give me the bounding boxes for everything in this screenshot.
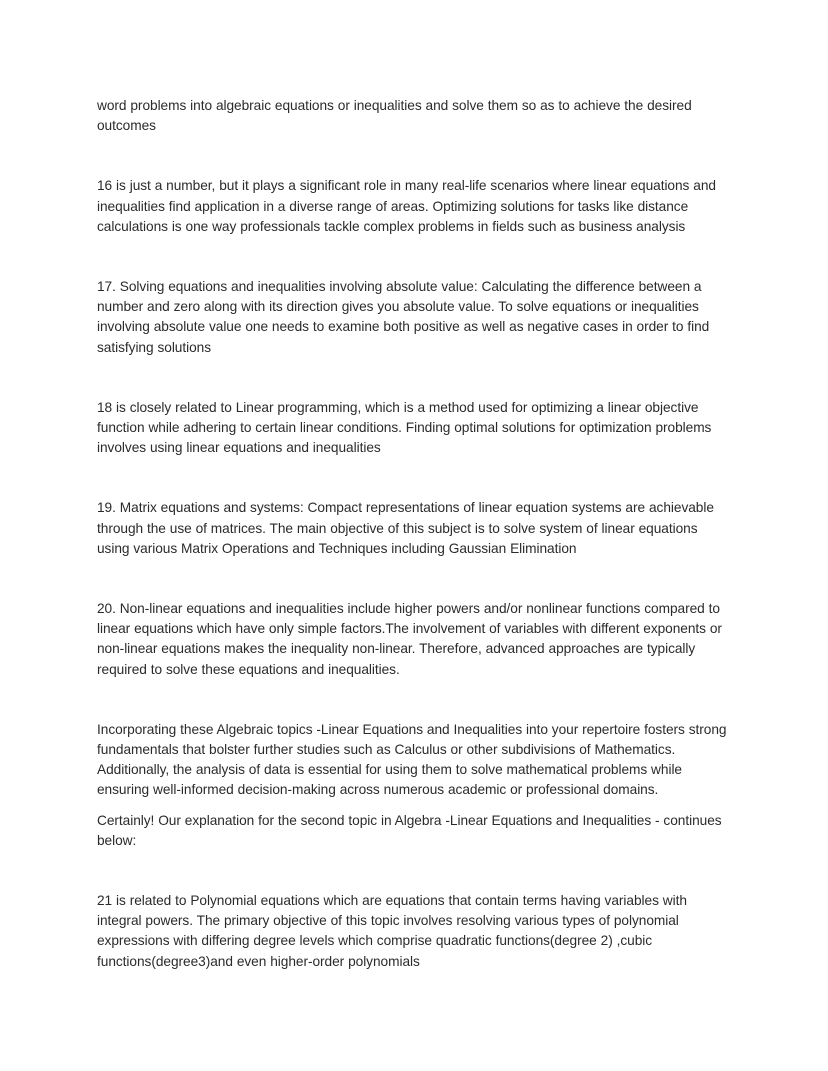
paragraph-item-16: 16 is just a number, but it plays a significant role in many real-life scenarios where linear equations and inequalities find application in a diverse range of areas. Optimizing solutions for tasks like distance calculations is one way professionals tackle complex problems in fields such as business analysis <box>97 178 720 234</box>
paragraph-item-21: 21 is related to Polynomial equations which are equations that contain terms having variables with integral powers. The primary objective of this topic involves resolving various types of polynomial expressions with differing degree levels which comprise quadratic functions(degree 2) ,cubic functions(degree3)and even higher-order polynomials <box>97 893 691 969</box>
paragraph-item-17: 17. Solving equations and inequalities involving absolute value: Calculating the difference between a number and zero along with its direction gives you absolute value. To solve equations or inequalities involving absolute value one needs to examine both positive as well as negative cases in order to find satisfying solutions <box>97 279 714 355</box>
paragraph-item-20: 20. Non-linear equations and inequalities include higher powers and/or nonlinear functions compared to linear equations which have only simple factors.The involvement of variables with different exponents or non-linear equations makes the inequality non-linear. Therefore, advanced approaches are typically required to solve these equations and inequalities. <box>97 601 726 677</box>
paragraph-item-18: 18 is closely related to Linear programming, which is a method used for optimizing a linear objective function while adhering to certain linear conditions. Finding optimal solutions for optimization problems involves using linear equations and inequalities <box>97 399 716 456</box>
document-body <box>97 96 733 972</box>
paragraph-continuation-outcomes: word problems into algebraic equations or inequalities and solve them so as to achieve the desired outcomes <box>97 98 696 134</box>
paragraph-item-19: 19. Matrix equations and systems: Compact representations of linear equation systems are achievable through the use of matrices. The main objective of this subject is to solve system of linear equations using various Matrix Operations and Techniques including Gaussian Elimination <box>97 500 718 556</box>
paragraph-summary-incorporating: Incorporating these Algebraic topics -Linear Equations and Inequalities into your repertoire fosters strong fundamentals that bolster further studies such as Calculus or other subdivisions of Mathematics. Additionally, the analysis of data is essential for using them to solve mathematical problems while ensuring well-informed decision-making across numerous academic or professional domains. <box>97 721 731 798</box>
paragraph-transition-certainly: Certainly! Our explanation for the second topic in Algebra -Linear Equations and Inequalities - continues below: <box>97 812 726 848</box>
